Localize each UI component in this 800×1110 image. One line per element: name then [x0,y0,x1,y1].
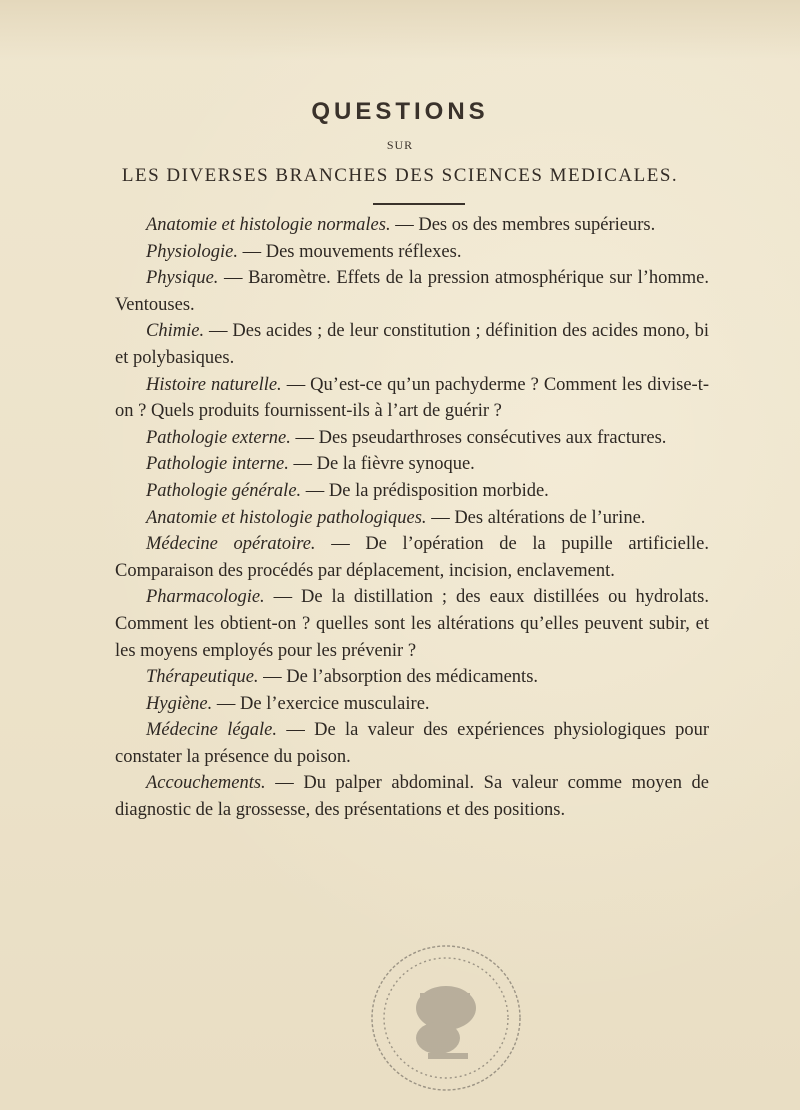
question-entry [115,770,709,823]
question-subject: Chimie. [146,321,205,342]
question-subject: Pathologie externe. [146,427,291,448]
question-subject: Pathologie générale. [146,480,302,501]
question-text: — Des pseudarthroses consécutives aux fractures. [295,427,667,448]
title-connector: SUR [386,138,414,152]
library-stamp-icon [350,938,535,1108]
question-text: — Des altérations de l’urine. [431,507,646,528]
question-subject: Médecine légale. [146,720,278,741]
question-text: — De l’absorption des médicaments. [263,667,539,688]
question-text: — De la fièvre synoque. [293,454,475,475]
question-text: — De la prédisposition morbide. [305,480,549,501]
question-entry [115,531,709,584]
question-subject: Pathologie interne. [146,454,289,475]
question-subject: Pharmacologie. [146,587,265,608]
question-text: — Des acides ; de leur constitution ; définition des acides mono, bi et polybasiques. [115,321,710,368]
question-entry [115,212,709,239]
question-entry [115,372,709,425]
question-entry [115,318,709,371]
question-text: — De la valeur des expériences physiologiques pour constater la présence du poison. [115,720,709,767]
question-entry [115,691,709,718]
question-text: — Baromètre. Effets de la pression atmosphérique sur l’homme. Ventouses. [115,268,710,315]
question-subject: Physique. [146,268,219,289]
question-entry [115,505,709,532]
paper-edge [0,0,800,60]
question-entry [115,478,709,505]
question-text: — De l’exercice musculaire. [216,693,430,714]
question-entry [115,664,709,691]
question-text: — Du palper abdominal. Sa valeur comme moyen de diagnostic de la grossesse, des présentations et des positions. [115,773,709,821]
question-entry [115,239,709,266]
question-text: — De l’opération de la pupille artificielle. Comparaison des procédés par déplacement, incision, enclavement. [115,534,709,581]
question-subject: Physiologie. [146,241,238,262]
question-subject: Thérapeutique. [146,667,259,688]
question-entry [115,265,709,318]
question-subject: Anatomie et histologie normales. [146,215,391,235]
question-text: — De la distillation ; des eaux distillées ou hydrolats. Comment les obtient-on ? quelles sont les altérations qu’elles peuvent subir, et les moyens employés pour les prévenir ? [115,587,709,661]
question-entry [115,425,709,452]
document-heading: LES DIVERSES BRANCHES DES SCIENCES MEDICALES. [121,165,679,186]
question-entry [115,584,709,664]
question-text: — Des mouvements réflexes. [242,241,462,262]
heading-rule [373,203,465,205]
question-text: — Qu’est-ce qu’un pachyderme ? Comment les divise-t-on ? Quels produits fournissent-ils à l’art de guérir ? [115,374,710,422]
question-entry [115,451,709,478]
question-subject: Hygiène. [146,693,213,714]
question-subject: Histoire naturelle. [146,374,282,395]
document-title: QUESTIONS [311,98,489,125]
question-subject: Accouchements. [146,773,266,794]
questions-list [115,212,709,824]
question-text: — Des os des membres supérieurs. [395,215,656,235]
question-subject: Anatomie et histologie pathologiques. [146,507,427,528]
question-entry [115,717,709,770]
question-subject: Médecine opératoire. [146,534,316,555]
